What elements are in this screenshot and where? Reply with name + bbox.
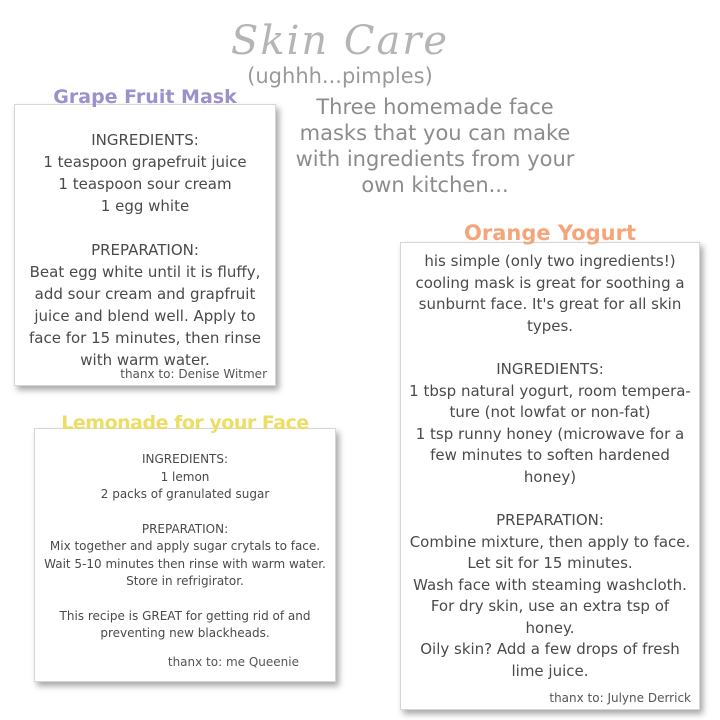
ingredient-line: 1 tsp runny honey (microwave for a [415,424,685,443]
preparation-line: Combine mixture, then apply to face. [409,532,691,551]
ingredient-line: honey) [523,467,577,486]
intro-line: types. [526,316,574,335]
credit-text: thanx to: Julyne Derrick [549,691,691,705]
intro-line: sunburnt face. It's great for all skin [418,295,682,313]
ingredient-line: ture (not lowfat or non-fat) [449,403,651,421]
intro-line: cooling mask is great for soothing a [415,273,685,292]
preparation-line: Store in refrigirator. [126,574,244,588]
preparation-line: Wait 5-10 minutes then rinse with warm water. [44,556,326,571]
preparation-heading: PREPARATION: [141,521,229,536]
preparation-line: juice and blend well. Apply to [34,307,256,325]
credit-text: thanx to: me Queenie [167,655,299,669]
preparation-line: honey. [525,618,575,637]
preparation-heading: PREPARATION: [496,511,604,529]
orange-yogurt-card [400,221,700,710]
preparation-line: face for 15 minutes, then rinse [29,329,261,347]
preparation-line: with warm water. [80,351,210,369]
lemonade-card [34,412,336,682]
card-title: Orange Yogurt [464,221,636,245]
ingredient-line: 1 teaspoon sour cream [58,175,232,193]
card-title: Lemonade for your Face [61,412,309,434]
ingredients-heading: INGREDIENTS: [91,131,199,149]
preparation-line: Mix together and apply sugar crytals to face. [49,539,321,553]
ingredient-line: 1 lemon [160,469,210,484]
ingredient-line: 1 tbsp natural yogurt, room tempera- [409,381,691,400]
ingredient-line: few minutes to soften hardened [430,446,670,464]
card-title: Grape Fruit Mask [53,86,237,108]
intro-line: with ingredients from your [295,147,575,171]
page-intro [290,94,580,198]
ingredient-line: 1 egg white [100,197,190,215]
preparation-heading: PREPARATION: [91,241,199,259]
preparation-line: add sour cream and grapfruit [34,285,256,303]
grapefruit-mask-card [14,86,276,386]
preparation-line: Beat egg white until it is fluffy, [29,263,261,281]
page-title: Skin Care [230,18,450,64]
intro-line: masks that you can make [299,121,571,145]
intro-line: Three homemade face [316,95,554,119]
preparation-line: lime juice. [511,661,589,680]
page-subtitle: (ughhh...pimples) [247,64,433,88]
ingredient-line: 1 teaspoon grapefruit juice [43,153,247,171]
preparation-line: Oily skin? Add a few drops of fresh [420,640,680,658]
intro-line: own kitchen... [361,173,509,197]
ingredient-line: 2 packs of granulated sugar [100,487,270,501]
credit-text: thanx to: Denise Witmer [120,367,267,381]
preparation-line: Let sit for 15 minutes. [467,554,633,572]
ingredients-heading: INGREDIENTS: [141,452,229,466]
note-line: preventing new blackheads. [100,626,270,640]
preparation-line: Wash face with steaming washcloth. [413,575,687,594]
preparation-line: For dry skin, use an extra tsp of [430,597,670,615]
ingredients-heading: INGREDIENTS: [496,360,604,378]
intro-line: his simple (only two ingredients!) [424,252,676,270]
note-line: This recipe is GREAT for getting rid of and [59,608,311,623]
